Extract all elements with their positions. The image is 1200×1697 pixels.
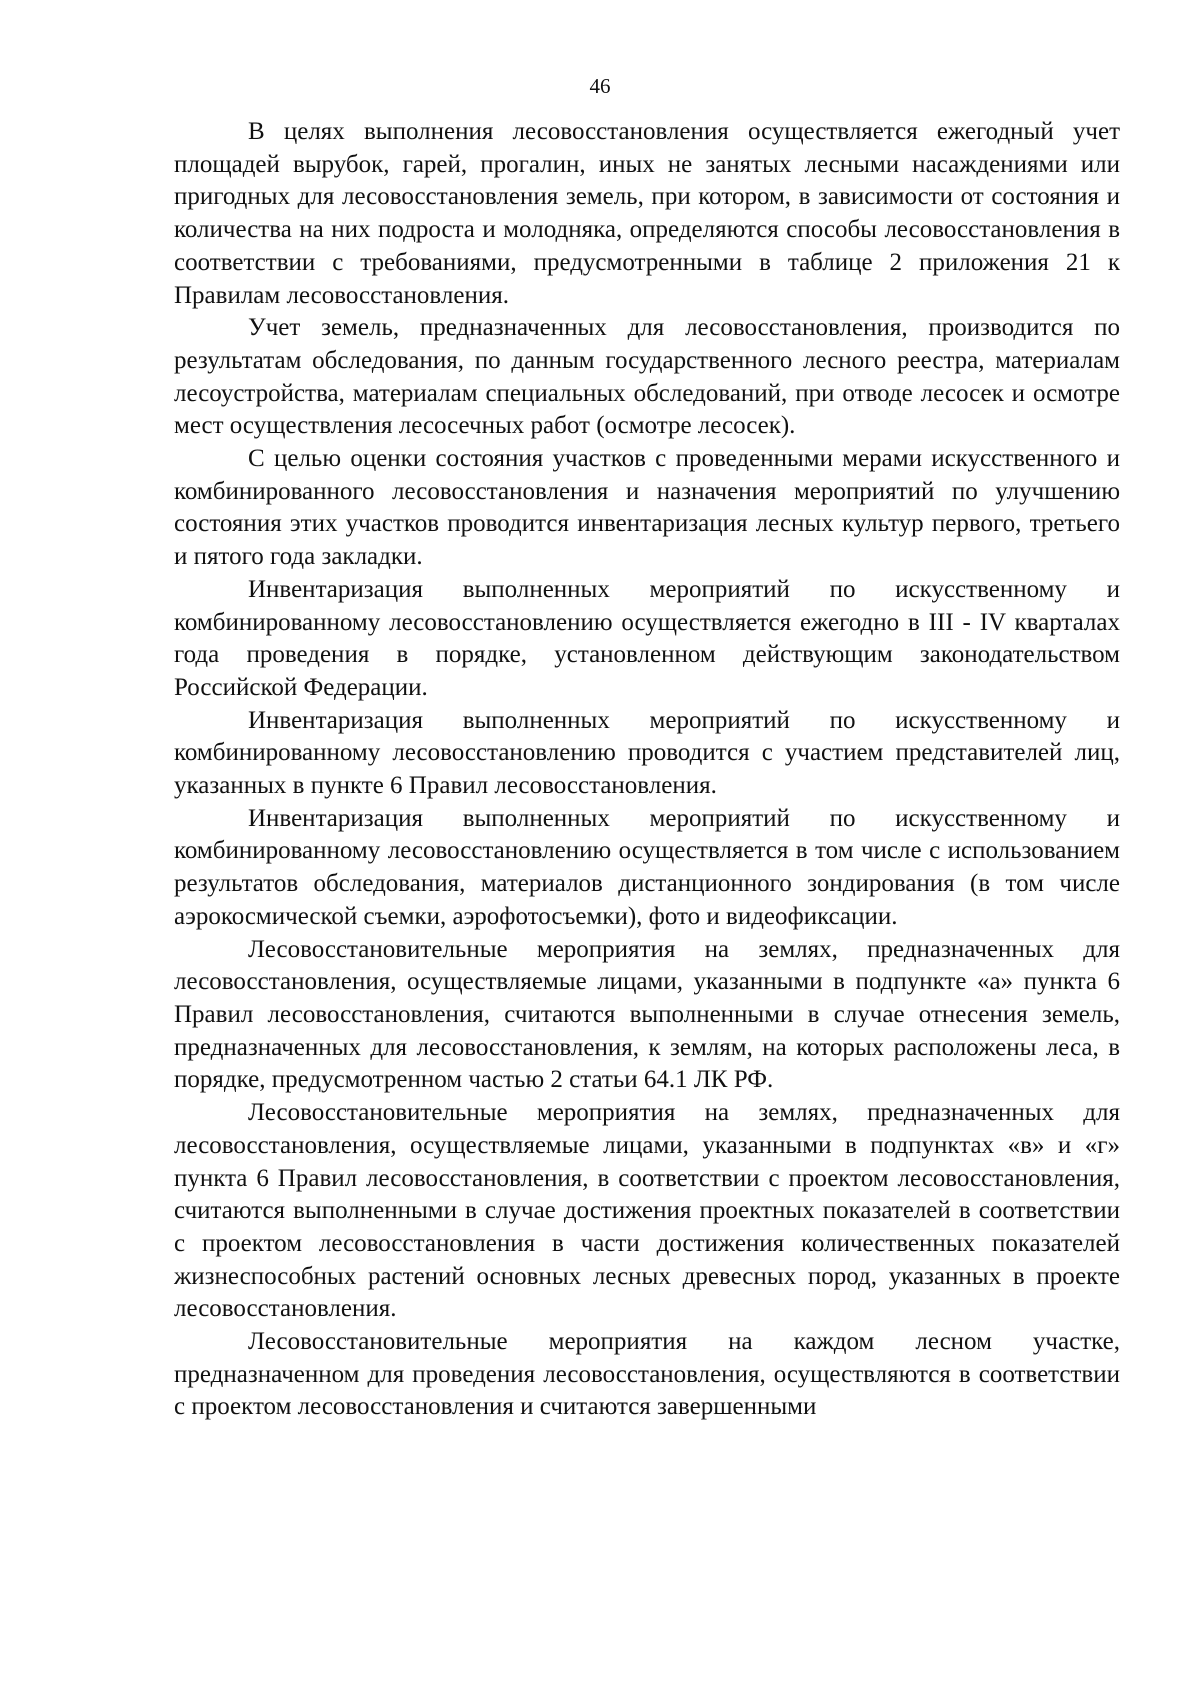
paragraph-completion-each-plot: Лесовосстановительные мероприятия на каждом лесном участке, предназначенном для проведения лесовосстановления, осуществляются в соответствии с проектом лесовосстановления и считаются завершенными (174, 1328, 1120, 1421)
paragraph-completion-subpoint-a: Лесовосстановительные мероприятия на землях, предназначенных для лесовосстановления, осуществляемые лицами, указанными в подпункте «а» пункта 6 Правил лесовосстановления, считаются выполненными в случае отнесения земель, предназначенных для лесовосстановления, к землям, на которых расположены леса, в порядке, предусмотренном частью 2 статьи 64.1 ЛК РФ. (174, 935, 1120, 1094)
paragraph-inventory-accounting: В целях выполнения лесовосстановления осуществляется ежегодный учет площадей вырубок, гарей, прогалин, иных не занятых лесными насаждениями или пригодных для лесовосстановления земель, при котором, в зависимости от состояния и количества на них подроста и молодняка, определяются способы лесовосстановления в соответствии с требованиями, предусмотренными в таблице 2 приложения 21 к Правилам лесовосстановления. (174, 118, 1120, 309)
page-number: 46 (589, 74, 611, 98)
paragraph-assessment-purpose: С целью оценки состояния участков с проведенными мерами искусственного и комбинированного лесовосстановления и назначения мероприятий по улучшению состояния этих участков проводится инвентаризация лесных культур первого, третьего и пятого года закладки. (174, 445, 1120, 571)
paragraph-inventory-schedule: Инвентаризация выполненных мероприятий по искусственному и комбинированному лесовосстановлению осуществляется ежегодно в III - IV кварталах года проведения в порядке, установленном действующим законодательством Российской Федерации. (174, 575, 1120, 701)
paragraph-inventory-participants: Инвентаризация выполненных мероприятий по искусственному и комбинированному лесовосстановлению проводится с участием представителей лиц, указанных в пункте 6 Правил лесовосстановления. (174, 706, 1120, 800)
paragraph-completion-subpoints-v-g: Лесовосстановительные мероприятия на землях, предназначенных для лесовосстановления, осуществляемые лицами, указанными в подпунктах «в» и «г» пункта 6 Правил лесовосстановления, в соответствии с проектом лесовосстановления, считаются выполненными в случае достижения проектных показателей в соответствии с проектом лесовосстановления в части достижения количественных показателей жизнеспособных растений основных лесных древесных пород, указанных в проекте лесовосстановления. (174, 1099, 1120, 1323)
paragraph-land-accounting: Учет земель, предназначенных для лесовосстановления, производится по результатам обследования, по данным государственного лесного реестра, материалам лесоустройства, материалам специальных обследований, при отводе лесосек и осмотре мест осуществления лесосечных работ (осмотре лесосек). (174, 314, 1120, 440)
paragraph-inventory-methods: Инвентаризация выполненных мероприятий по искусственному и комбинированному лесовосстановлению осуществляется в том числе с использованием результатов обследования, материалов дистанционного зондирования (в том числе аэрокосмической съемки, аэрофотосъемки), фото и видеофиксации. (174, 804, 1120, 930)
body-text (174, 116, 1120, 1424)
